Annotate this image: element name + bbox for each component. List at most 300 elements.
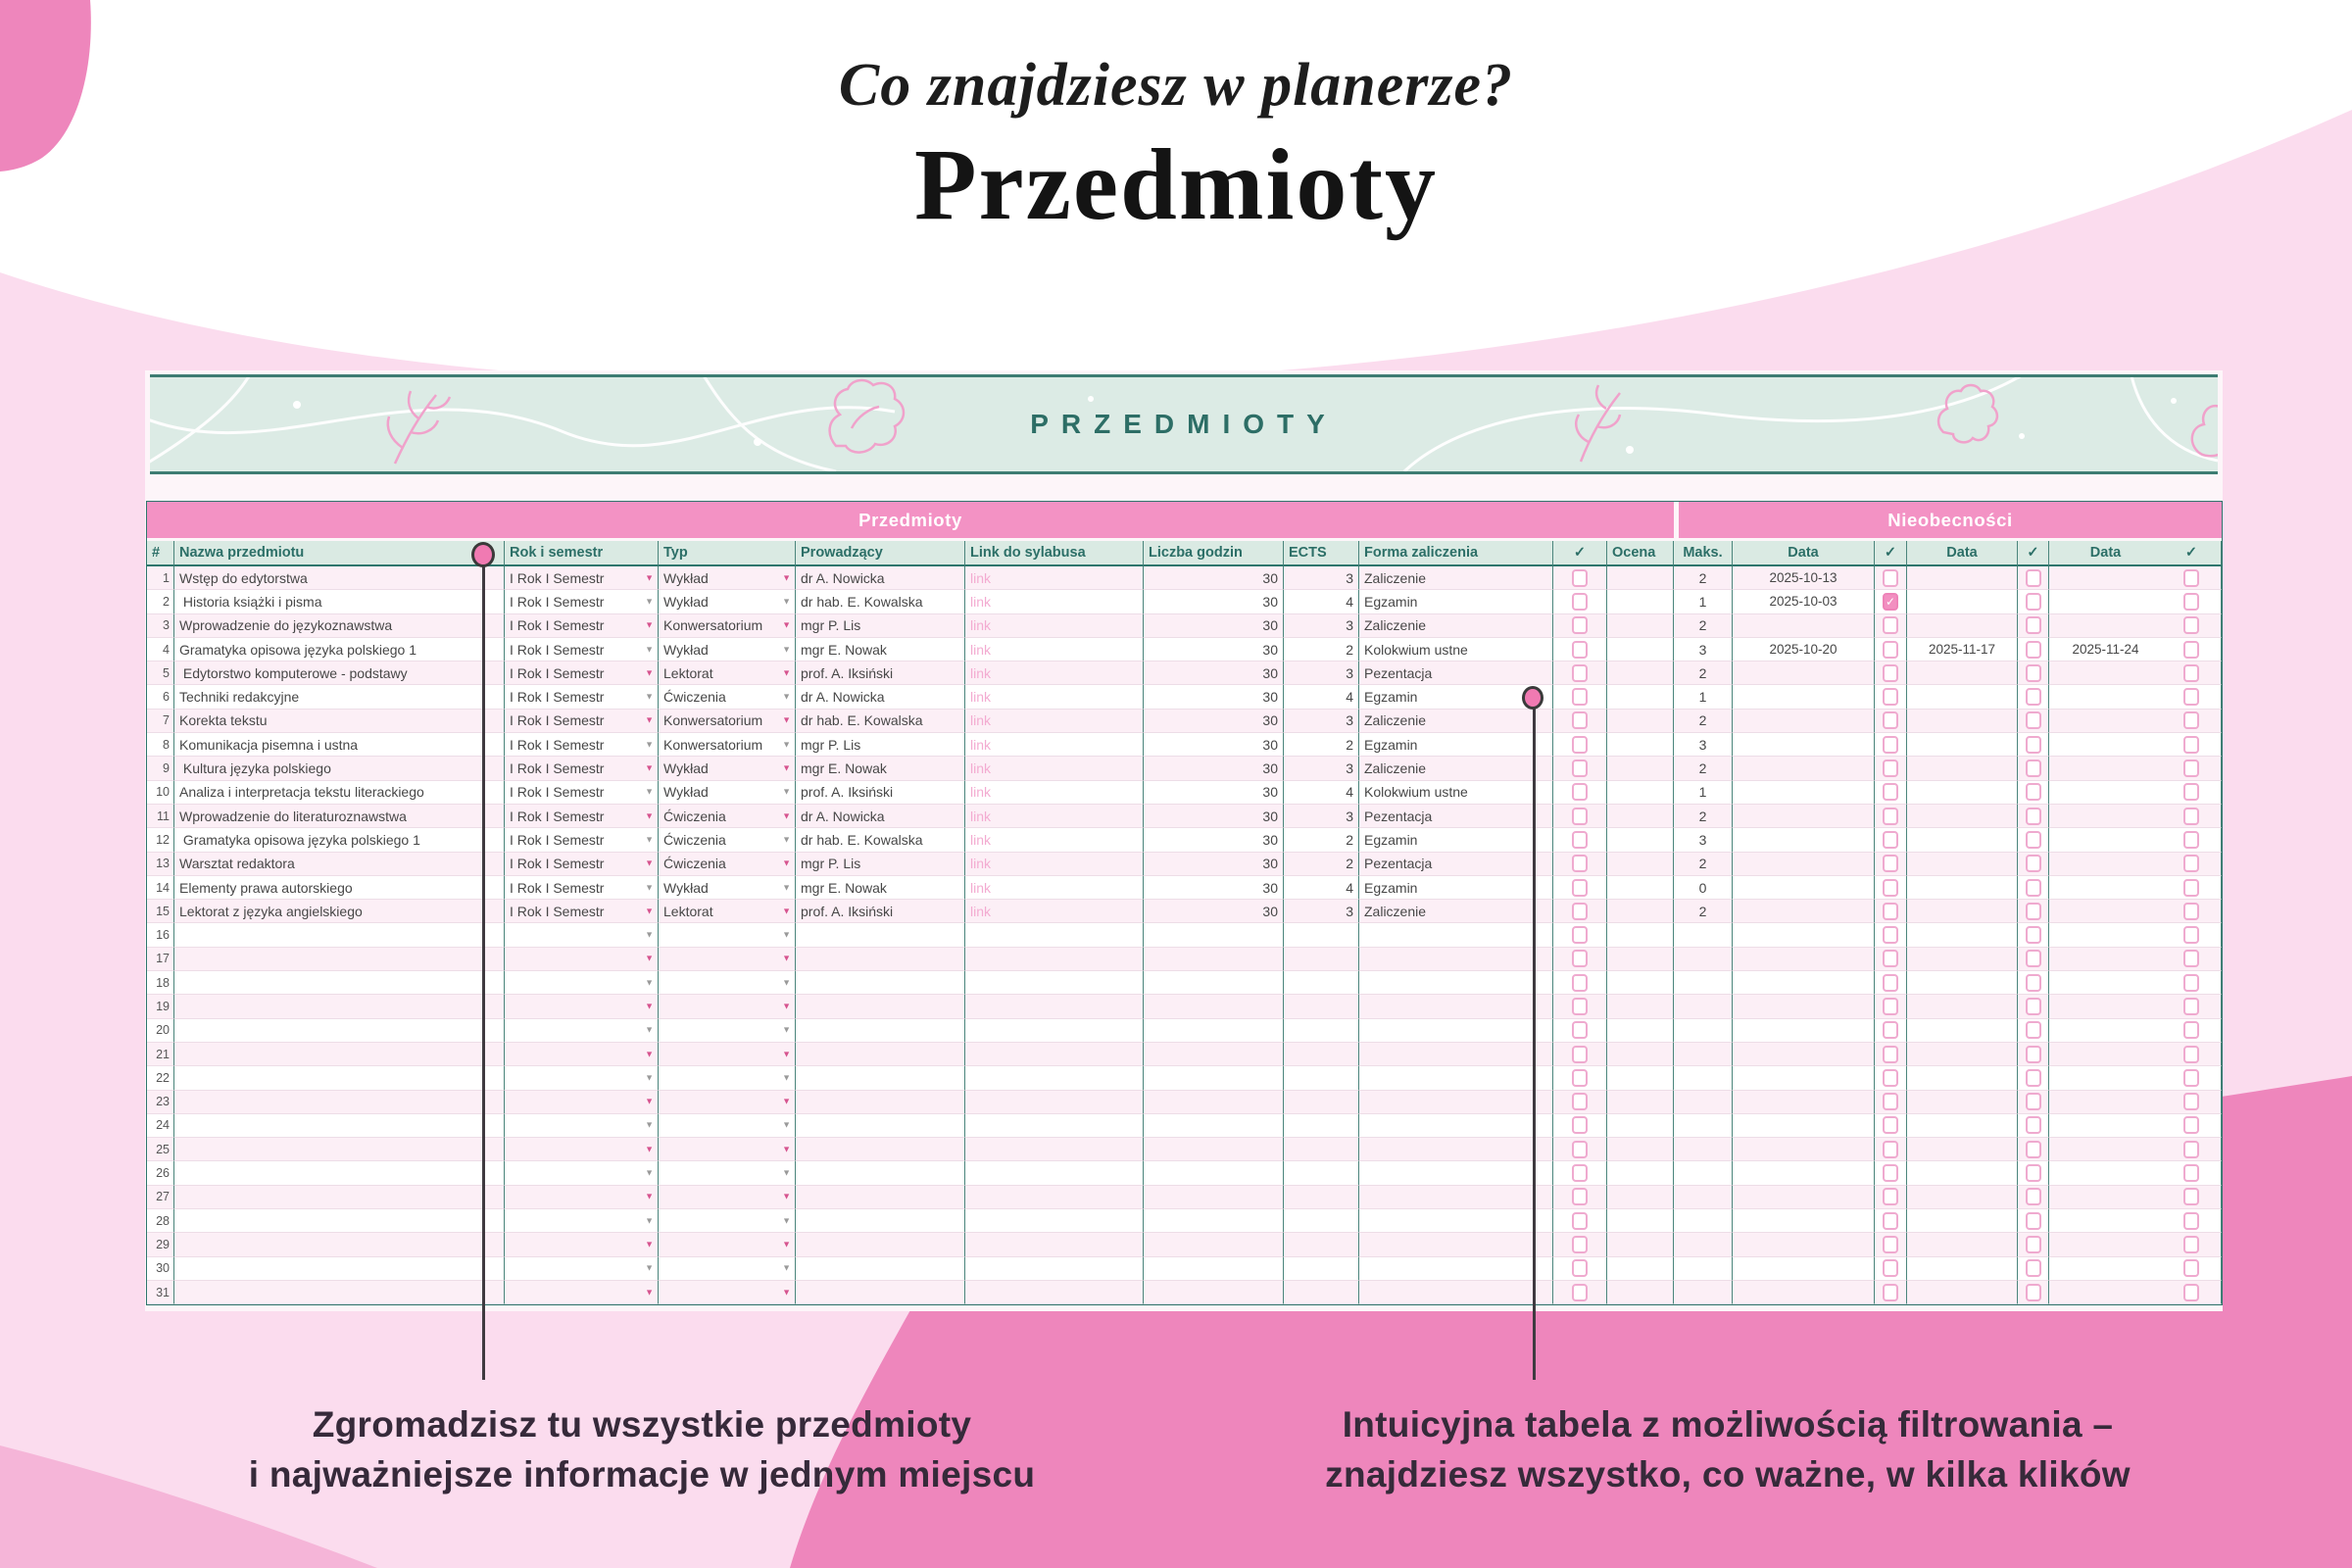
cell-hours[interactable]: [1144, 1091, 1284, 1114]
checkbox[interactable]: [2026, 569, 2041, 587]
cell-hours[interactable]: [1144, 1138, 1284, 1161]
checkbox[interactable]: [2026, 926, 2041, 944]
cell-subject-name[interactable]: [174, 1019, 505, 1043]
checkbox[interactable]: [2026, 641, 2041, 659]
cell-absence-date-1[interactable]: 2025-10-13: [1733, 566, 1875, 590]
cell-hours[interactable]: [1144, 948, 1284, 971]
checkbox[interactable]: [1572, 569, 1588, 587]
checkbox[interactable]: [1572, 641, 1588, 659]
checkbox[interactable]: [2026, 974, 2041, 992]
cell-term-dropdown[interactable]: I Rok I Semestr ▼: [505, 733, 659, 757]
cell-grade[interactable]: [1607, 710, 1674, 733]
cell-lecturer[interactable]: prof. A. Iksiński: [796, 662, 965, 685]
checkbox[interactable]: [2026, 855, 2041, 872]
cell-max-absences[interactable]: 0: [1674, 876, 1733, 900]
syllabus-link[interactable]: [965, 1233, 1144, 1256]
cell-hours[interactable]: 30: [1144, 757, 1284, 780]
cell-type-dropdown[interactable]: Lektorat ▼: [659, 900, 796, 923]
checkbox[interactable]: [2183, 903, 2199, 920]
cell-max-absences[interactable]: [1674, 1114, 1733, 1138]
checkbox[interactable]: [2183, 1212, 2199, 1230]
cell-absence-date-1[interactable]: [1733, 876, 1875, 900]
cell-lecturer[interactable]: [796, 1233, 965, 1256]
cell-absence-date-1[interactable]: [1733, 1186, 1875, 1209]
syllabus-link[interactable]: link: [965, 757, 1144, 780]
cell-absence-date-3[interactable]: [2049, 685, 2162, 709]
checkbox[interactable]: [2183, 760, 2199, 777]
cell-lecturer[interactable]: [796, 1209, 965, 1233]
checkbox[interactable]: [2183, 1021, 2199, 1039]
cell-type-dropdown[interactable]: Ćwiczenia ▼: [659, 685, 796, 709]
checkbox[interactable]: [2183, 616, 2199, 634]
cell-type-dropdown[interactable]: [659, 1281, 796, 1304]
cell-max-absences[interactable]: [1674, 923, 1733, 947]
checkbox[interactable]: [1883, 1021, 1898, 1039]
cell-grade[interactable]: [1607, 1209, 1674, 1233]
cell-ects[interactable]: 3: [1284, 900, 1359, 923]
cell-type-dropdown[interactable]: Konwersatorium ▼: [659, 733, 796, 757]
syllabus-link[interactable]: [965, 1138, 1144, 1161]
cell-lecturer[interactable]: [796, 1114, 965, 1138]
cell-lecturer[interactable]: dr A. Nowicka: [796, 805, 965, 828]
cell-absence-date-2[interactable]: [1907, 1209, 2018, 1233]
cell-absence-date-2[interactable]: [1907, 876, 2018, 900]
checkbox[interactable]: [2026, 736, 2041, 754]
cell-absence-date-1[interactable]: 2025-10-03: [1733, 590, 1875, 613]
checkbox[interactable]: [2026, 879, 2041, 897]
cell-assessment[interactable]: Kolokwium ustne: [1359, 638, 1553, 662]
checkbox[interactable]: [1883, 950, 1898, 967]
cell-absence-date-3[interactable]: [2049, 1019, 2162, 1043]
cell-lecturer[interactable]: [796, 948, 965, 971]
cell-ects[interactable]: 3: [1284, 662, 1359, 685]
cell-term-dropdown[interactable]: I Rok I Semestr ▼: [505, 590, 659, 613]
cell-absence-date-2[interactable]: [1907, 1281, 2018, 1304]
cell-hours[interactable]: [1144, 1209, 1284, 1233]
cell-term-dropdown[interactable]: [505, 1233, 659, 1256]
syllabus-link[interactable]: [965, 1257, 1144, 1281]
checkbox[interactable]: [1572, 831, 1588, 849]
checkbox[interactable]: [1883, 736, 1898, 754]
cell-term-dropdown[interactable]: I Rok I Semestr ▼: [505, 781, 659, 805]
cell-subject-name[interactable]: [174, 1209, 505, 1233]
cell-subject-name[interactable]: Lektorat z języka angielskiego: [174, 900, 505, 923]
cell-assessment[interactable]: Pezentacja: [1359, 662, 1553, 685]
syllabus-link[interactable]: [965, 971, 1144, 995]
checkbox[interactable]: [1572, 950, 1588, 967]
cell-subject-name[interactable]: [174, 971, 505, 995]
cell-hours[interactable]: 30: [1144, 828, 1284, 852]
cell-subject-name[interactable]: [174, 995, 505, 1018]
cell-absence-date-2[interactable]: [1907, 1138, 2018, 1161]
cell-absence-date-3[interactable]: [2049, 614, 2162, 638]
cell-hours[interactable]: [1144, 1186, 1284, 1209]
cell-assessment[interactable]: [1359, 971, 1553, 995]
cell-ects[interactable]: 3: [1284, 710, 1359, 733]
cell-type-dropdown[interactable]: [659, 1138, 796, 1161]
cell-grade[interactable]: [1607, 971, 1674, 995]
cell-absence-date-2[interactable]: [1907, 1114, 2018, 1138]
checkbox[interactable]: [1572, 1141, 1588, 1158]
cell-absence-date-2[interactable]: [1907, 1091, 2018, 1114]
syllabus-link[interactable]: link: [965, 828, 1144, 852]
cell-ects[interactable]: 3: [1284, 805, 1359, 828]
cell-max-absences[interactable]: [1674, 1091, 1733, 1114]
cell-hours[interactable]: 30: [1144, 710, 1284, 733]
checkbox[interactable]: [2183, 711, 2199, 729]
cell-lecturer[interactable]: [796, 1043, 965, 1066]
cell-type-dropdown[interactable]: [659, 923, 796, 947]
cell-absence-date-1[interactable]: [1733, 781, 1875, 805]
cell-ects[interactable]: 4: [1284, 876, 1359, 900]
syllabus-link[interactable]: [965, 1161, 1144, 1185]
cell-absence-date-1[interactable]: [1733, 828, 1875, 852]
cell-hours[interactable]: 30: [1144, 805, 1284, 828]
cell-absence-date-1[interactable]: [1733, 685, 1875, 709]
cell-lecturer[interactable]: mgr P. Lis: [796, 853, 965, 876]
cell-term-dropdown[interactable]: I Rok I Semestr ▼: [505, 828, 659, 852]
checkbox[interactable]: [1883, 1259, 1898, 1277]
checkbox[interactable]: [1883, 926, 1898, 944]
cell-subject-name[interactable]: Edytorstwo komputerowe - podstawy: [174, 662, 505, 685]
cell-term-dropdown[interactable]: [505, 923, 659, 947]
cell-subject-name[interactable]: Analiza i interpretacja tekstu literackiego: [174, 781, 505, 805]
cell-max-absences[interactable]: [1674, 1066, 1733, 1090]
cell-max-absences[interactable]: [1674, 1233, 1733, 1256]
cell-absence-date-1[interactable]: [1733, 1281, 1875, 1304]
cell-ects[interactable]: [1284, 1161, 1359, 1185]
cell-lecturer[interactable]: prof. A. Iksiński: [796, 781, 965, 805]
checkbox[interactable]: [2026, 1284, 2041, 1301]
syllabus-link[interactable]: link: [965, 853, 1144, 876]
checkbox[interactable]: [2026, 688, 2041, 706]
cell-grade[interactable]: [1607, 900, 1674, 923]
cell-term-dropdown[interactable]: [505, 1138, 659, 1161]
checkbox[interactable]: [2026, 831, 2041, 849]
checkbox[interactable]: [2183, 1046, 2199, 1063]
cell-type-dropdown[interactable]: Wykład ▼: [659, 590, 796, 613]
checkbox[interactable]: [1572, 879, 1588, 897]
checkbox[interactable]: [1572, 1164, 1588, 1182]
cell-ects[interactable]: [1284, 1043, 1359, 1066]
cell-subject-name[interactable]: Kultura języka polskiego: [174, 757, 505, 780]
checkbox[interactable]: [2026, 903, 2041, 920]
cell-absence-date-1[interactable]: [1733, 1043, 1875, 1066]
cell-subject-name[interactable]: [174, 1066, 505, 1090]
cell-ects[interactable]: [1284, 923, 1359, 947]
cell-lecturer[interactable]: [796, 1019, 965, 1043]
cell-term-dropdown[interactable]: [505, 995, 659, 1018]
cell-absence-date-2[interactable]: [1907, 948, 2018, 971]
cell-type-dropdown[interactable]: [659, 1066, 796, 1090]
checkbox[interactable]: [2183, 1284, 2199, 1301]
checkbox[interactable]: [1572, 688, 1588, 706]
cell-type-dropdown[interactable]: [659, 995, 796, 1018]
cell-absence-date-3[interactable]: 2025-11-24: [2049, 638, 2162, 662]
cell-absence-date-3[interactable]: [2049, 1281, 2162, 1304]
cell-ects[interactable]: 3: [1284, 757, 1359, 780]
cell-type-dropdown[interactable]: Ćwiczenia ▼: [659, 853, 796, 876]
checkbox[interactable]: [1883, 760, 1898, 777]
cell-hours[interactable]: 30: [1144, 876, 1284, 900]
cell-subject-name[interactable]: Wprowadzenie do literaturoznawstwa: [174, 805, 505, 828]
cell-ects[interactable]: [1284, 948, 1359, 971]
cell-ects[interactable]: [1284, 995, 1359, 1018]
cell-absence-date-2[interactable]: [1907, 662, 2018, 685]
cell-hours[interactable]: [1144, 1066, 1284, 1090]
cell-absence-date-1[interactable]: [1733, 614, 1875, 638]
cell-type-dropdown[interactable]: [659, 948, 796, 971]
cell-hours[interactable]: 30: [1144, 566, 1284, 590]
checkbox[interactable]: [1883, 903, 1898, 920]
cell-grade[interactable]: [1607, 685, 1674, 709]
cell-subject-name[interactable]: [174, 1281, 505, 1304]
cell-term-dropdown[interactable]: [505, 1114, 659, 1138]
cell-absence-date-3[interactable]: [2049, 1186, 2162, 1209]
cell-hours[interactable]: [1144, 1161, 1284, 1185]
cell-absence-date-3[interactable]: [2049, 923, 2162, 947]
cell-assessment[interactable]: [1359, 1114, 1553, 1138]
cell-ects[interactable]: [1284, 1209, 1359, 1233]
cell-grade[interactable]: [1607, 662, 1674, 685]
cell-lecturer[interactable]: [796, 1091, 965, 1114]
cell-absence-date-3[interactable]: [2049, 757, 2162, 780]
checkbox[interactable]: [2026, 1046, 2041, 1063]
cell-absence-date-3[interactable]: [2049, 948, 2162, 971]
cell-ects[interactable]: [1284, 971, 1359, 995]
checkbox[interactable]: [2183, 783, 2199, 801]
cell-hours[interactable]: 30: [1144, 781, 1284, 805]
checkbox[interactable]: [2183, 569, 2199, 587]
cell-assessment[interactable]: [1359, 1043, 1553, 1066]
cell-type-dropdown[interactable]: [659, 1114, 796, 1138]
cell-assessment[interactable]: [1359, 1233, 1553, 1256]
cell-max-absences[interactable]: [1674, 1138, 1733, 1161]
cell-assessment[interactable]: [1359, 1186, 1553, 1209]
cell-absence-date-2[interactable]: [1907, 590, 2018, 613]
checkbox[interactable]: [1572, 974, 1588, 992]
cell-assessment[interactable]: Egzamin: [1359, 733, 1553, 757]
cell-subject-name[interactable]: Wstęp do edytorstwa: [174, 566, 505, 590]
cell-max-absences[interactable]: [1674, 1281, 1733, 1304]
cell-ects[interactable]: [1284, 1186, 1359, 1209]
cell-type-dropdown[interactable]: Wykład ▼: [659, 566, 796, 590]
cell-term-dropdown[interactable]: [505, 1019, 659, 1043]
cell-absence-date-1[interactable]: [1733, 853, 1875, 876]
checkbox[interactable]: [2183, 950, 2199, 967]
cell-lecturer[interactable]: dr A. Nowicka: [796, 566, 965, 590]
checkbox[interactable]: [1883, 783, 1898, 801]
cell-max-absences[interactable]: [1674, 1186, 1733, 1209]
cell-type-dropdown[interactable]: [659, 1233, 796, 1256]
cell-assessment[interactable]: Egzamin: [1359, 590, 1553, 613]
cell-absence-date-3[interactable]: [2049, 1066, 2162, 1090]
syllabus-link[interactable]: [965, 948, 1144, 971]
checkbox[interactable]: [1572, 783, 1588, 801]
cell-absence-date-3[interactable]: [2049, 900, 2162, 923]
checkbox[interactable]: [1572, 593, 1588, 611]
checkbox[interactable]: [2026, 711, 2041, 729]
cell-hours[interactable]: 30: [1144, 900, 1284, 923]
cell-ects[interactable]: [1284, 1138, 1359, 1161]
cell-term-dropdown[interactable]: [505, 1209, 659, 1233]
cell-assessment[interactable]: [1359, 1091, 1553, 1114]
checkbox[interactable]: [1572, 711, 1588, 729]
cell-absence-date-1[interactable]: [1733, 1114, 1875, 1138]
cell-lecturer[interactable]: [796, 1281, 965, 1304]
cell-term-dropdown[interactable]: [505, 1186, 659, 1209]
cell-max-absences[interactable]: 3: [1674, 828, 1733, 852]
cell-max-absences[interactable]: 1: [1674, 590, 1733, 613]
cell-type-dropdown[interactable]: Konwersatorium ▼: [659, 710, 796, 733]
cell-absence-date-2[interactable]: [1907, 733, 2018, 757]
cell-lecturer[interactable]: [796, 923, 965, 947]
syllabus-link[interactable]: link: [965, 685, 1144, 709]
syllabus-link[interactable]: link: [965, 614, 1144, 638]
syllabus-link[interactable]: [965, 1114, 1144, 1138]
checkbox[interactable]: [2026, 616, 2041, 634]
cell-assessment[interactable]: Egzamin: [1359, 876, 1553, 900]
checkbox[interactable]: [2026, 664, 2041, 682]
checkbox[interactable]: [2183, 808, 2199, 825]
cell-assessment[interactable]: Zaliczenie: [1359, 757, 1553, 780]
cell-grade[interactable]: [1607, 1186, 1674, 1209]
cell-type-dropdown[interactable]: Ćwiczenia ▼: [659, 828, 796, 852]
syllabus-link[interactable]: [965, 1209, 1144, 1233]
cell-assessment[interactable]: Egzamin: [1359, 828, 1553, 852]
cell-max-absences[interactable]: [1674, 971, 1733, 995]
cell-type-dropdown[interactable]: Wykład ▼: [659, 876, 796, 900]
cell-ects[interactable]: 2: [1284, 853, 1359, 876]
cell-absence-date-3[interactable]: [2049, 971, 2162, 995]
cell-absence-date-1[interactable]: [1733, 1233, 1875, 1256]
cell-subject-name[interactable]: Korekta tekstu: [174, 710, 505, 733]
cell-grade[interactable]: [1607, 1114, 1674, 1138]
cell-absence-date-1[interactable]: [1733, 971, 1875, 995]
cell-assessment[interactable]: [1359, 1161, 1553, 1185]
checkbox[interactable]: [1572, 664, 1588, 682]
cell-absence-date-2[interactable]: [1907, 805, 2018, 828]
cell-subject-name[interactable]: [174, 923, 505, 947]
cell-type-dropdown[interactable]: Konwersatorium ▼: [659, 614, 796, 638]
checkbox[interactable]: [1572, 855, 1588, 872]
cell-lecturer[interactable]: dr hab. E. Kowalska: [796, 590, 965, 613]
cell-assessment[interactable]: [1359, 923, 1553, 947]
cell-hours[interactable]: 30: [1144, 853, 1284, 876]
cell-subject-name[interactable]: [174, 1043, 505, 1066]
checkbox[interactable]: [1883, 1116, 1898, 1134]
cell-absence-date-2[interactable]: [1907, 1257, 2018, 1281]
cell-type-dropdown[interactable]: Wykład ▼: [659, 781, 796, 805]
cell-absence-date-3[interactable]: [2049, 710, 2162, 733]
cell-subject-name[interactable]: Warsztat redaktora: [174, 853, 505, 876]
cell-absence-date-1[interactable]: [1733, 757, 1875, 780]
cell-grade[interactable]: [1607, 876, 1674, 900]
checkbox[interactable]: [1883, 855, 1898, 872]
cell-max-absences[interactable]: 2: [1674, 662, 1733, 685]
cell-assessment[interactable]: Kolokwium ustne: [1359, 781, 1553, 805]
cell-absence-date-3[interactable]: [2049, 590, 2162, 613]
cell-absence-date-2[interactable]: [1907, 614, 2018, 638]
syllabus-link[interactable]: link: [965, 805, 1144, 828]
cell-hours[interactable]: [1144, 995, 1284, 1018]
cell-assessment[interactable]: Zaliczenie: [1359, 900, 1553, 923]
cell-grade[interactable]: [1607, 614, 1674, 638]
checkbox[interactable]: [1572, 808, 1588, 825]
cell-ects[interactable]: 2: [1284, 733, 1359, 757]
checkbox[interactable]: [2183, 736, 2199, 754]
checkbox[interactable]: [1883, 1212, 1898, 1230]
cell-absence-date-3[interactable]: [2049, 828, 2162, 852]
cell-absence-date-1[interactable]: [1733, 923, 1875, 947]
checkbox[interactable]: [1572, 760, 1588, 777]
cell-subject-name[interactable]: Komunikacja pisemna i ustna: [174, 733, 505, 757]
cell-term-dropdown[interactable]: [505, 1043, 659, 1066]
checkbox[interactable]: [1572, 1259, 1588, 1277]
checkbox[interactable]: [1572, 1093, 1588, 1110]
checkbox[interactable]: [1572, 1212, 1588, 1230]
checkbox[interactable]: [2026, 1212, 2041, 1230]
checkbox[interactable]: [1883, 688, 1898, 706]
cell-grade[interactable]: [1607, 1281, 1674, 1304]
cell-term-dropdown[interactable]: [505, 1281, 659, 1304]
cell-max-absences[interactable]: [1674, 1019, 1733, 1043]
cell-max-absences[interactable]: 1: [1674, 685, 1733, 709]
cell-absence-date-3[interactable]: [2049, 733, 2162, 757]
checkbox[interactable]: [1883, 1188, 1898, 1205]
cell-max-absences[interactable]: 2: [1674, 805, 1733, 828]
cell-absence-date-2[interactable]: [1907, 995, 2018, 1018]
cell-absence-date-3[interactable]: [2049, 1257, 2162, 1281]
cell-hours[interactable]: [1144, 971, 1284, 995]
cell-lecturer[interactable]: mgr P. Lis: [796, 733, 965, 757]
syllabus-link[interactable]: [965, 1281, 1144, 1304]
checkbox[interactable]: [1572, 736, 1588, 754]
checkbox[interactable]: [1883, 831, 1898, 849]
cell-max-absences[interactable]: [1674, 948, 1733, 971]
cell-hours[interactable]: [1144, 1257, 1284, 1281]
checkbox[interactable]: [2183, 641, 2199, 659]
cell-absence-date-1[interactable]: [1733, 900, 1875, 923]
cell-absence-date-3[interactable]: [2049, 662, 2162, 685]
cell-absence-date-2[interactable]: [1907, 566, 2018, 590]
cell-grade[interactable]: [1607, 1257, 1674, 1281]
cell-hours[interactable]: [1144, 1281, 1284, 1304]
cell-lecturer[interactable]: dr hab. E. Kowalska: [796, 828, 965, 852]
cell-term-dropdown[interactable]: I Rok I Semestr ▼: [505, 853, 659, 876]
cell-grade[interactable]: [1607, 590, 1674, 613]
cell-absence-date-2[interactable]: [1907, 781, 2018, 805]
cell-subject-name[interactable]: Techniki redakcyjne: [174, 685, 505, 709]
checkbox[interactable]: [1883, 1284, 1898, 1301]
checkbox[interactable]: [1572, 1284, 1588, 1301]
checkbox[interactable]: [2026, 950, 2041, 967]
syllabus-link[interactable]: link: [965, 900, 1144, 923]
checkbox[interactable]: [1883, 1093, 1898, 1110]
cell-absence-date-2[interactable]: [1907, 971, 2018, 995]
checkbox[interactable]: [2026, 1093, 2041, 1110]
cell-ects[interactable]: [1284, 1091, 1359, 1114]
cell-term-dropdown[interactable]: I Rok I Semestr ▼: [505, 662, 659, 685]
checkbox[interactable]: [2026, 760, 2041, 777]
checkbox[interactable]: [2183, 1259, 2199, 1277]
cell-assessment[interactable]: [1359, 1257, 1553, 1281]
syllabus-link[interactable]: link: [965, 781, 1144, 805]
checkbox[interactable]: [1883, 711, 1898, 729]
cell-lecturer[interactable]: prof. A. Iksiński: [796, 900, 965, 923]
cell-absence-date-2[interactable]: [1907, 685, 2018, 709]
cell-absence-date-1[interactable]: [1733, 662, 1875, 685]
